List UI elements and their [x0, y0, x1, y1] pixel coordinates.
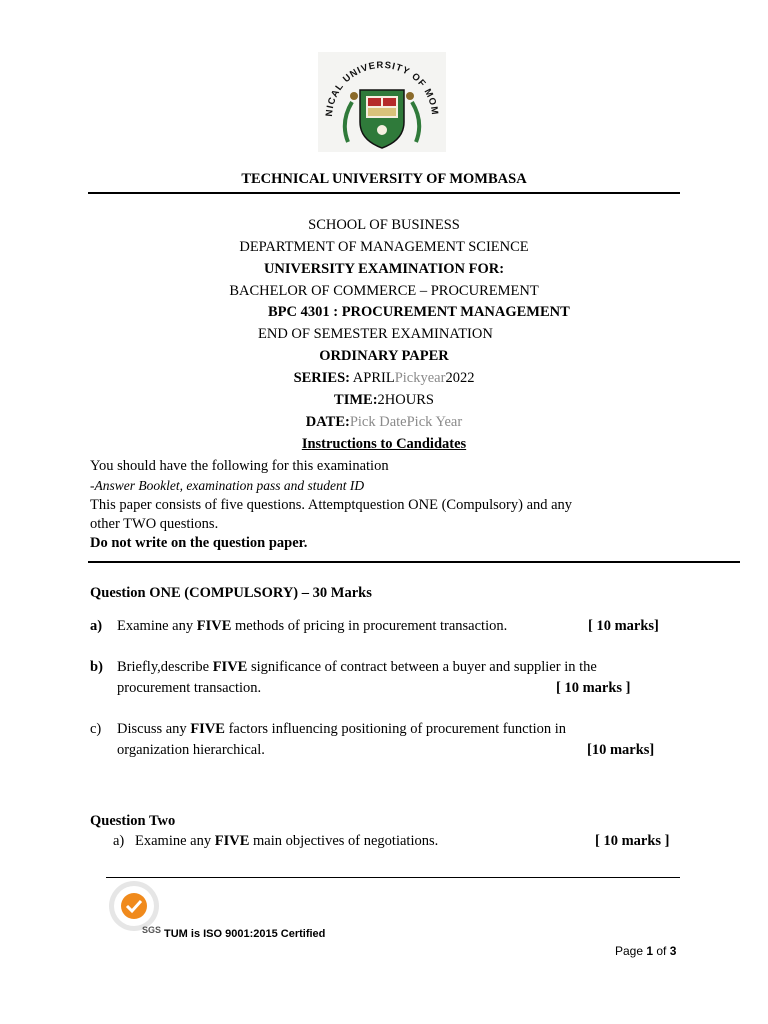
- q1c-label: c): [90, 721, 102, 737]
- q1-heading: Question ONE (COMPULSORY) – 30 Marks: [90, 585, 372, 601]
- q1b-text: Briefly,describe FIVE significance of contract between a buyer and supplier in the: [117, 659, 597, 675]
- time-value: 2HOURS: [377, 392, 434, 408]
- q2a-text: Examine any FIVE main objectives of negotiations.: [135, 833, 439, 849]
- date-placeholder[interactable]: Pick DatePick Year: [349, 414, 463, 430]
- series-year-placeholder[interactable]: Pickyear: [394, 370, 446, 386]
- paper-type: ORDINARY PAPER: [319, 348, 449, 364]
- footer-rule: [106, 877, 680, 878]
- school-name: SCHOOL OF BUSINESS: [308, 217, 460, 233]
- instructions-line-3a: This paper consists of five questions. Attemptquestion ONE (Compulsory) and any: [90, 497, 573, 513]
- q1a-text: Examine any FIVE methods of pricing in procurement transaction.: [117, 618, 508, 634]
- q2a-label: a): [113, 833, 125, 849]
- page-number: Page 1 of 3: [615, 944, 677, 958]
- course-title: BPC 4301 : PROCUREMENT MANAGEMENT: [268, 304, 570, 320]
- series-line: [0, 370, 768, 387]
- instructions-line-3b: other TWO questions.: [90, 516, 219, 532]
- q2-heading: Question Two: [90, 813, 176, 829]
- sgs-certification-logo: [106, 880, 164, 936]
- series-label: SERIES:: [293, 370, 350, 386]
- exam-for: UNIVERSITY EXAMINATION FOR:: [263, 261, 505, 277]
- time-label: TIME:: [334, 392, 378, 408]
- exam-type: END OF SEMESTER EXAMINATION: [258, 326, 493, 342]
- instructions-heading: Instructions to Candidates: [301, 436, 467, 452]
- department-name: DEPARTMENT OF MANAGEMENT SCIENCE: [239, 239, 529, 255]
- sgs-label: SGS: [142, 925, 162, 935]
- q1b-label: b): [90, 659, 103, 675]
- programme: BACHELOR OF COMMERCE – PROCUREMENT: [229, 283, 539, 299]
- instructions-rule: [88, 561, 740, 563]
- q1c-text: Discuss any FIVE factors influencing positioning of procurement function in: [117, 721, 567, 737]
- header-rule: [88, 192, 680, 194]
- q1b-marks: [ 10 marks ]: [556, 680, 631, 696]
- q1a-marks: [ 10 marks]: [588, 618, 659, 634]
- q1a-label: a): [90, 618, 103, 634]
- date-label: DATE:: [305, 414, 350, 430]
- instructions-line-4: Do not write on the question paper.: [90, 535, 308, 551]
- series-year: 2022: [445, 370, 475, 386]
- instructions-line-1: You should have the following for this examination: [90, 458, 389, 474]
- series-month: APRIL: [349, 370, 395, 386]
- q1b-text-line2: procurement transaction.: [117, 680, 262, 696]
- iso-certification: TUM is ISO 9001:2015 Certified: [164, 928, 326, 940]
- instructions-line-2: -Answer Booklet, examination pass and student ID: [90, 478, 365, 493]
- university-logo: [318, 52, 446, 152]
- q1c-text-line2: organization hierarchical.: [117, 742, 265, 758]
- time-line: [0, 392, 768, 409]
- q1c-marks: [10 marks]: [587, 742, 655, 758]
- university-title: TECHNICAL UNIVERSITY OF MOMBASA: [241, 171, 527, 187]
- date-line: [0, 414, 768, 431]
- q2a-marks: [ 10 marks ]: [595, 833, 670, 849]
- logo-arc-text: NICAL UNIVERSITY OF MOM: [323, 59, 441, 118]
